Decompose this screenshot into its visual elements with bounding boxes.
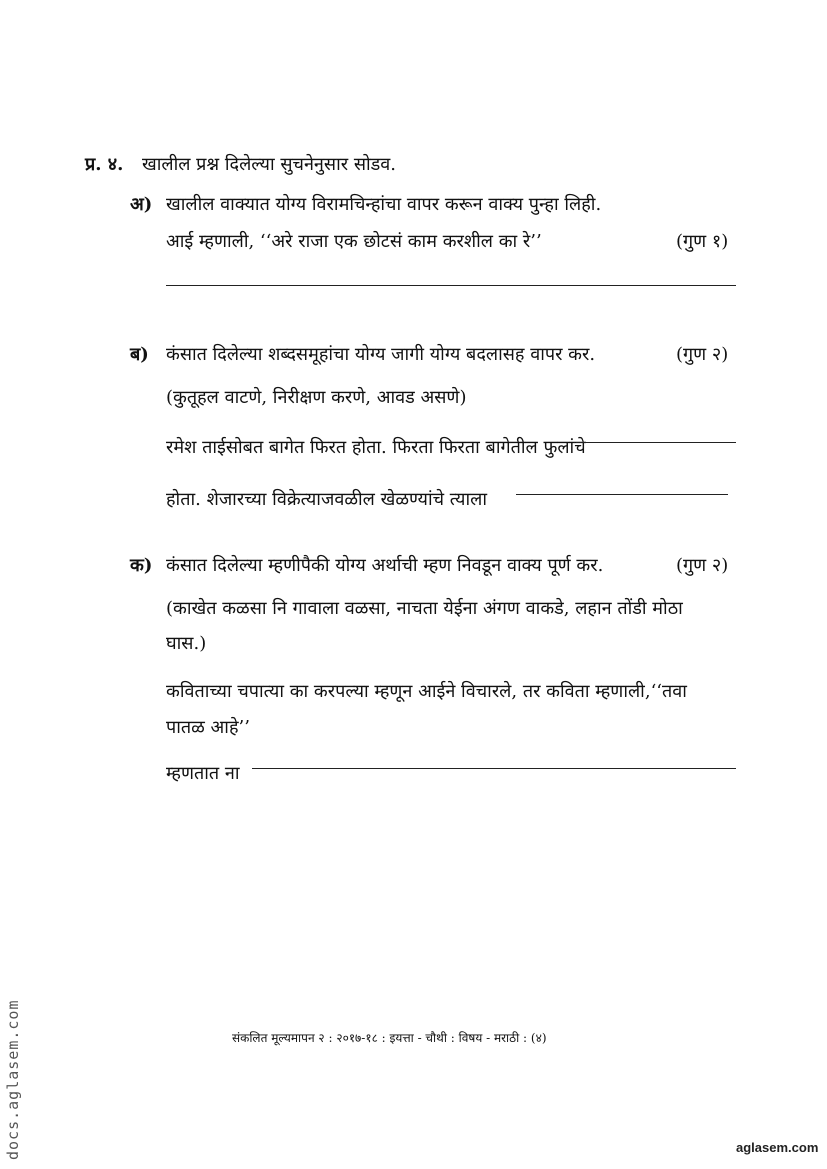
part-a-sentence: आई म्हणाली, ‘‘अरे राजा एक छोटसं काम करशील का रे’’: [166, 231, 542, 252]
part-a-answer-line: [166, 285, 736, 286]
page-footer: संकलित मूल्यमापन २ : २०१७-१८ : इयत्ता - चौथी : विषय - मराठी : (४): [232, 1031, 547, 1045]
part-c-marks: (गुण २): [676, 555, 729, 576]
part-c-sentence-line2: पातळ आहे’’: [166, 717, 250, 738]
part-c-sentence-line3: म्हणतात ना: [166, 763, 240, 784]
part-c-options-line1: (काखेत कळसा नि गावाला वळसा, नाचता येईना अंगण वाकडे, लहान तोंडी मोठा: [166, 598, 683, 619]
brand-text: aglasem.com: [736, 1140, 819, 1155]
part-c-blank: [252, 768, 736, 769]
question-title: खालील प्रश्न दिलेल्या सुचनेनुसार सोडव.: [142, 154, 397, 175]
watermark-text: docs.aglasem.com: [4, 999, 22, 1160]
part-b-blank-1: [576, 442, 736, 443]
part-c-instruction: कंसात दिलेल्या म्हणीपैकी योग्य अर्थाची म्हण निवडून वाक्य पूर्ण कर.: [166, 555, 604, 576]
part-b-line1: रमेश ताईसोबत बागेत फिरत होता. फिरता फिरता बागेतील फुलांचे: [166, 437, 586, 458]
part-a-marks: (गुण १): [676, 231, 729, 252]
part-c-sentence-line1: कविताच्या चपात्या का करपल्या म्हणून आईने विचारले, तर कविता म्हणाली,‘‘तवा: [166, 681, 687, 702]
part-b-blank-2: [516, 494, 728, 495]
part-a-label: अ): [130, 194, 153, 215]
part-c-options-line2: घास.): [166, 633, 207, 654]
question-number: प्र. ४.: [85, 154, 124, 175]
part-b-instruction: कंसात दिलेल्या शब्दसमूहांचा योग्य जागी योग्य बदलासह वापर कर.: [166, 344, 596, 365]
part-b-line2: होता. शेजारच्या विक्रेत्याजवळील खेळण्यांचे त्याला: [166, 489, 487, 510]
part-c-label: क): [130, 555, 153, 576]
part-b-label: ब): [130, 344, 149, 365]
part-b-marks: (गुण २): [676, 344, 729, 365]
part-b-options: (कुतूहल वाटणे, निरीक्षण करणे, आवड असणे): [166, 387, 467, 408]
part-a-instruction: खालील वाक्यात योग्य विरामचिन्हांचा वापर करून वाक्य पुन्हा लिही.: [166, 194, 602, 215]
